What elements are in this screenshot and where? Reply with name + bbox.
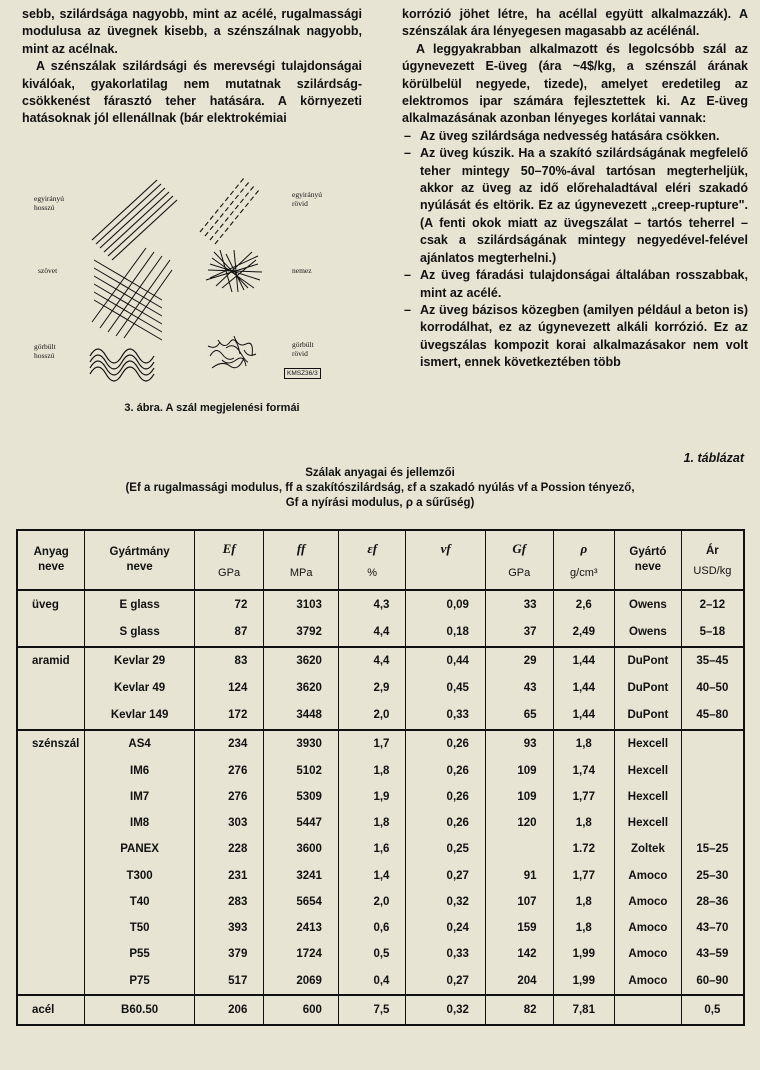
- cell-material: [18, 836, 85, 862]
- cell-strength: 600: [264, 995, 339, 1024]
- cell-poisson: 0,18: [406, 618, 485, 646]
- cell-manufacturer: Owens: [615, 618, 682, 646]
- cell-modulus: 393: [194, 915, 264, 941]
- table-title: [20, 466, 740, 511]
- short-unidirectional-fibers: [200, 178, 259, 244]
- cell-price: 0,5: [704, 1004, 721, 1017]
- cell-price: 25–30: [696, 869, 729, 882]
- cell-material: [18, 889, 85, 915]
- cell-material: szénszál: [18, 730, 85, 758]
- header-strength: ff MPa: [264, 531, 339, 590]
- cell-product: Kevlar 29: [85, 647, 194, 675]
- cell-material: acél: [18, 995, 85, 1024]
- cell-strength: 3600: [264, 836, 339, 862]
- woven-fabric: [92, 248, 172, 340]
- cell-material: [18, 675, 85, 701]
- cell-price: 45–80: [681, 701, 743, 729]
- cell-product: B60.50: [85, 995, 194, 1024]
- table-title-line-3: Gf a nyírási modulus, ρ a sűrűség): [285, 497, 475, 509]
- cell-poisson: 0,32: [406, 995, 485, 1024]
- cell-strength: 3930: [264, 730, 339, 758]
- cell-price: 60–90: [681, 967, 743, 995]
- cell-density: 7,81: [553, 995, 615, 1024]
- cell-shear-modulus: 204: [485, 967, 553, 995]
- cell-shear-modulus: 65: [485, 701, 553, 729]
- cell-density: 1,8: [553, 810, 615, 836]
- cell-strength: 5447: [264, 810, 339, 836]
- cell-shear-modulus: 159: [485, 915, 553, 941]
- left-paragraph-2: A szénszálak szilárdsági és merevségi tulajdonságai kiválóak, gyakorlatilag nem mutatnak szilárdság-csökkenést fárasztó teher hatására. A környezeti hatásoknak jól ellenállnak (bár elektrokémiai: [22, 59, 362, 126]
- cell-shear-modulus: 82: [485, 995, 553, 1024]
- cell-manufacturer: Amoco: [615, 967, 682, 995]
- fiber-forms-figure: [22, 160, 362, 420]
- cell-price: 43–70: [696, 921, 729, 934]
- label-mat: nemez: [292, 266, 312, 275]
- list-item: – Az üveg fáradási tulajdonságai általában rosszabbak, mint az acélé.: [402, 267, 748, 302]
- header-poisson: νf: [406, 531, 485, 590]
- cell-density: 1,8: [553, 889, 615, 915]
- header-material: Anyag neve: [18, 531, 85, 590]
- curled-long-fibers: [90, 349, 154, 381]
- cell-strength: 5309: [264, 784, 339, 810]
- cell-material: [18, 758, 85, 784]
- cell-modulus: 276: [194, 758, 264, 784]
- cell-modulus: 206: [194, 995, 264, 1024]
- cell-shear-modulus: [485, 836, 553, 862]
- table-row: [18, 730, 743, 758]
- cell-elongation: 1,6: [338, 836, 406, 862]
- cell-manufacturer: Amoco: [615, 915, 682, 941]
- right-paragraph-2: A leggyakrabban alkalmazott és legolcsóbb szál az úgynevezett E-üveg (ára ~4$/kg, a szénszál árának körülbelül negyede, tizede), amelyet eredetileg az elektromos ipar számára fejlesztettek ki. Az E-üveg alkalmazásának azonban lényeges korlátai vannak:: [402, 41, 748, 126]
- cell-strength: 5654: [264, 889, 339, 915]
- table-body: [18, 590, 743, 1024]
- cell-strength: 3241: [264, 863, 339, 889]
- table-row: [18, 810, 743, 836]
- cell-material: [18, 701, 85, 729]
- cell-elongation: 0,4: [338, 967, 406, 995]
- cell-shear-modulus: 91: [485, 863, 553, 889]
- cell-density: 1,44: [553, 647, 615, 675]
- cell-product: Kevlar 149: [85, 701, 194, 729]
- cell-manufacturer: Amoco: [615, 941, 682, 967]
- cell-poisson: 0,33: [406, 941, 485, 967]
- table-row: [18, 758, 743, 784]
- cell-elongation: 1,8: [338, 810, 406, 836]
- table-row: [18, 784, 743, 810]
- cell-material: [18, 618, 85, 646]
- table-row: [18, 647, 743, 675]
- cell-price: 35–45: [696, 655, 729, 668]
- cell-shear-modulus: 120: [485, 810, 553, 836]
- table-row: [18, 863, 743, 889]
- cell-shear-modulus: 93: [485, 730, 553, 758]
- long-unidirectional-fibers: [92, 180, 177, 260]
- cell-modulus: 234: [194, 730, 264, 758]
- cell-product: IM6: [85, 758, 194, 784]
- cell-poisson: 0,26: [406, 784, 485, 810]
- cell-price: 2–12: [699, 598, 726, 611]
- cell-density: 1,99: [553, 941, 615, 967]
- cell-elongation: 1,4: [338, 863, 406, 889]
- table-row: [18, 675, 743, 701]
- cell-material: [18, 810, 85, 836]
- list-item: – Az üveg bázisos közegben (amilyen például a beton is) korrodálhat, ez az úgynevezett alkáli korrózió. Ez az üvegszálas kompozit korai alkalmazásakor nem volt ismert, ennek következtében több: [402, 302, 748, 372]
- cell-modulus: 517: [194, 967, 264, 995]
- table-row: [18, 590, 743, 618]
- table-row: [18, 995, 743, 1024]
- cell-modulus: 231: [194, 863, 264, 889]
- cell-elongation: 1,9: [338, 784, 406, 810]
- cell-shear-modulus: 142: [485, 941, 553, 967]
- cell-manufacturer: Amoco: [615, 863, 682, 889]
- cell-density: 1,74: [553, 758, 615, 784]
- cell-product: E glass: [85, 590, 194, 618]
- cell-poisson: 0,45: [406, 675, 485, 701]
- cell-manufacturer: Hexcell: [615, 810, 682, 836]
- cell-poisson: 0,27: [406, 863, 485, 889]
- cell-modulus: 303: [194, 810, 264, 836]
- cell-strength: 3792: [264, 618, 339, 646]
- cell-elongation: 4,4: [338, 618, 406, 646]
- cell-modulus: 83: [194, 647, 264, 675]
- figure-code: KMSZ36/3: [284, 368, 321, 379]
- cell-manufacturer: Amoco: [615, 889, 682, 915]
- cell-manufacturer: Owens: [615, 590, 682, 618]
- cell-strength: 2069: [264, 967, 339, 995]
- table-number: 1. táblázat: [683, 451, 744, 465]
- cell-strength: 1724: [264, 941, 339, 967]
- cell-poisson: 0,27: [406, 967, 485, 995]
- cell-density: 2,6: [553, 590, 615, 618]
- cell-product: P55: [85, 941, 194, 967]
- table-title-line-2: (Ef a rugalmassági modulus, ff a szakítószilárdság, εf a szakadó nyúlás νf a Possion tényező,: [125, 482, 635, 494]
- left-column: [22, 6, 362, 128]
- cell-elongation: 1,8: [338, 758, 406, 784]
- cell-manufacturer: DuPont: [615, 701, 682, 729]
- cell-product: PANEX: [85, 836, 194, 862]
- cell-elongation: 4,3: [338, 590, 406, 618]
- cell-price: 5–18: [681, 618, 743, 646]
- list-item: – Az üveg szilárdsága nedvesség hatására csökken.: [402, 128, 748, 145]
- cell-poisson: 0,26: [406, 730, 485, 758]
- label-short-unidirectional: egyirányú rövid: [292, 190, 322, 208]
- cell-density: 1,99: [553, 967, 615, 995]
- cell-manufacturer: DuPont: [615, 647, 682, 675]
- header-density: ρ g/cm³: [553, 531, 615, 590]
- cell-product: T50: [85, 915, 194, 941]
- cell-poisson: 0,26: [406, 810, 485, 836]
- cell-material: üveg: [18, 590, 85, 618]
- cell-strength: 3448: [264, 701, 339, 729]
- cell-manufacturer: DuPont: [615, 675, 682, 701]
- cell-poisson: 0,25: [406, 836, 485, 862]
- cell-density: 1.72: [553, 836, 615, 862]
- cell-price: [681, 784, 743, 810]
- cell-product: S glass: [85, 618, 194, 646]
- header-shear-modulus: Gf GPa: [485, 531, 553, 590]
- cell-density: 1,77: [553, 784, 615, 810]
- header-product: Gyártmány neve: [85, 531, 194, 590]
- label-woven: szövet: [38, 266, 58, 275]
- cell-poisson: 0,32: [406, 889, 485, 915]
- cell-modulus: 72: [194, 590, 264, 618]
- cell-price: 28–36: [696, 895, 729, 908]
- cell-price: [681, 730, 743, 758]
- cell-material: [18, 941, 85, 967]
- header-elongation: εf %: [338, 531, 406, 590]
- cell-price: 15–25: [696, 843, 729, 856]
- table-title-line-1: Szálak anyagai és jellemzői: [305, 467, 455, 479]
- right-paragraph-1: korrózió jöhet létre, ha acéllal együtt alkalmazzák). A szénszálak ára lényegesen magasabb az acélénál.: [402, 7, 748, 39]
- cell-density: 1,44: [553, 675, 615, 701]
- cell-material: [18, 967, 85, 995]
- cell-modulus: 276: [194, 784, 264, 810]
- table-row: [18, 967, 743, 995]
- cell-density: 1,8: [553, 915, 615, 941]
- cell-strength: 3620: [264, 647, 339, 675]
- cell-price: [681, 810, 743, 836]
- cell-elongation: 0,6: [338, 915, 406, 941]
- table-header-row: [18, 531, 743, 590]
- cell-elongation: 2,0: [338, 889, 406, 915]
- cell-shear-modulus: 109: [485, 758, 553, 784]
- cell-density: 1,44: [553, 701, 615, 729]
- cell-material: [18, 915, 85, 941]
- cell-poisson: 0,44: [406, 647, 485, 675]
- left-paragraph-1: sebb, szilárdsága nagyobb, mint az acélé, rugalmassági modulusa az üvegnek kisebb, a szénszálnak nagyobb, mint az acélnak.: [22, 7, 362, 56]
- cell-material: [18, 863, 85, 889]
- table-row: [18, 836, 743, 862]
- fiber-properties-table: [16, 529, 745, 1026]
- cell-product: AS4: [85, 730, 194, 758]
- table-row: [18, 915, 743, 941]
- cell-poisson: 0,24: [406, 915, 485, 941]
- header-price: Ár USD/kg: [681, 531, 743, 590]
- cell-product: Kevlar 49: [85, 675, 194, 701]
- cell-shear-modulus: 37: [485, 618, 553, 646]
- cell-elongation: 2,0: [338, 701, 406, 729]
- cell-elongation: 1,7: [338, 730, 406, 758]
- cell-modulus: 87: [194, 618, 264, 646]
- cell-product: IM8: [85, 810, 194, 836]
- random-mat: [206, 250, 262, 292]
- cell-strength: 3103: [264, 590, 339, 618]
- cell-strength: 5102: [264, 758, 339, 784]
- cell-material: [18, 784, 85, 810]
- table-row: [18, 889, 743, 915]
- cell-product: T300: [85, 863, 194, 889]
- cell-modulus: 283: [194, 889, 264, 915]
- cell-density: 1,77: [553, 863, 615, 889]
- curled-short-fibers: [208, 336, 256, 368]
- header-manufacturer: Gyártó neve: [615, 531, 682, 590]
- table-row: [18, 941, 743, 967]
- cell-modulus: 172: [194, 701, 264, 729]
- label-long-unidirectional: egyirányú hosszú: [34, 194, 64, 212]
- cell-modulus: 124: [194, 675, 264, 701]
- label-curled-short: görbült rövid: [292, 340, 314, 358]
- cell-price: 43–59: [696, 948, 729, 961]
- cell-density: 2,49: [553, 618, 615, 646]
- table-row: [18, 618, 743, 646]
- cell-manufacturer: Hexcell: [615, 758, 682, 784]
- cell-material: aramid: [18, 647, 85, 675]
- cell-manufacturer: Hexcell: [615, 784, 682, 810]
- cell-poisson: 0,26: [406, 758, 485, 784]
- cell-manufacturer: Zoltek: [615, 836, 682, 862]
- cell-elongation: 0,5: [338, 941, 406, 967]
- cell-shear-modulus: 107: [485, 889, 553, 915]
- label-curled-long: görbült hosszú: [34, 342, 56, 360]
- cell-elongation: 4,4: [338, 647, 406, 675]
- cell-price: 40–50: [696, 682, 729, 695]
- cell-product: IM7: [85, 784, 194, 810]
- cell-product: P75: [85, 967, 194, 995]
- header-modulus: Ef GPa: [194, 531, 264, 590]
- cell-strength: 2413: [264, 915, 339, 941]
- cell-product: T40: [85, 889, 194, 915]
- list-item: – Az üveg kúszik. Ha a szakító szilárdságának megfelelő teher mintegy 50–70%-ával tartósan megterheljük, akkor az üveg az idő előrehaladtával eléri szakadó nyúlását és eltörik. Ez az úgynevezett „creep-rupture". (A fenti okok miatt az üvegszálat – tartós teherrel – csak a szilárdságának mintegy negyedével-felével ajánlatos megterhelni.): [402, 145, 748, 267]
- cell-elongation: 7,5: [338, 995, 406, 1024]
- cell-modulus: 379: [194, 941, 264, 967]
- cell-price: [681, 758, 743, 784]
- cell-poisson: 0,09: [406, 590, 485, 618]
- cell-shear-modulus: 33: [485, 590, 553, 618]
- cell-modulus: 228: [194, 836, 264, 862]
- cell-elongation: 2,9: [338, 675, 406, 701]
- right-column: [402, 6, 748, 372]
- figure-caption: 3. ábra. A szál megjelenési formái: [124, 402, 300, 414]
- limitations-list: [402, 128, 748, 372]
- cell-shear-modulus: 109: [485, 784, 553, 810]
- cell-shear-modulus: 43: [485, 675, 553, 701]
- table-row: [18, 701, 743, 729]
- cell-poisson: 0,33: [406, 701, 485, 729]
- cell-density: 1,8: [553, 730, 615, 758]
- cell-strength: 3620: [264, 675, 339, 701]
- cell-manufacturer: Hexcell: [615, 730, 682, 758]
- cell-manufacturer: [615, 995, 682, 1024]
- cell-shear-modulus: 29: [485, 647, 553, 675]
